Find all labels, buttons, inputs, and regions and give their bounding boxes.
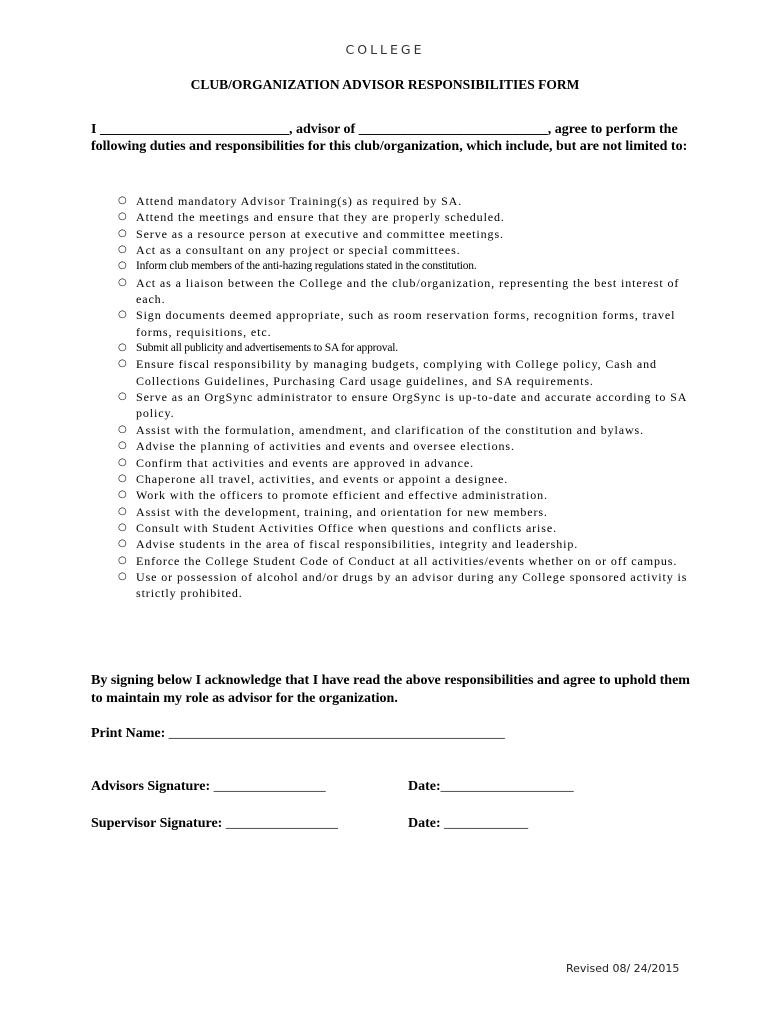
bullet-icon: ○ [118,505,128,517]
duty-text: Advise students in the area of fiscal responsibilities, integrity and leadership. [136,537,579,552]
duty-text: Serve as a resource person at executive and committee meetings. [136,226,504,241]
duty-item [118,455,698,471]
duty-item [118,504,698,520]
form-title: CLUB/ORGANIZATION ADVISOR RESPONSIBILITIES FORM [190,77,580,92]
duties-list [118,193,698,602]
revised-date: Revised 08/ 24/2015 [566,962,680,975]
duty-text: Attend the meetings and ensure that they are properly scheduled. [136,210,505,225]
duty-item [118,389,698,422]
duty-text: Act as a consultant on any project or special committees. [136,243,461,258]
print-name-line[interactable]: ________________________________________________ [165,726,505,741]
supervisor-signature-label: Supervisor Signature: [91,816,223,831]
supervisor-signature-field[interactable] [91,816,338,832]
duty-text: Serve as an OrgSync administrator to ensure OrgSync is up-to-date and accurate according to SA policy. [136,390,687,421]
duty-text: Assist with the formulation, amendment, and clarification of the constitution and bylaws. [136,422,645,437]
duty-item [118,193,698,209]
advisor-date-line[interactable]: ___________________ [440,779,574,794]
advisor-signature-label: Advisors Signature: [91,779,211,794]
duty-text: Advise the planning of activities and events and oversee elections. [136,439,515,454]
duty-item [118,520,698,536]
print-name-field[interactable] [91,726,505,742]
duty-item [118,226,698,242]
duty-text: Use or possession of alcohol and/or drugs by an advisor during any College sponsored activity is strictly prohibited. [136,569,688,601]
bullet-icon: ○ [118,456,128,468]
advisor-date-label: Date: [408,779,441,794]
duty-text: Enforce the College Student Code of Conduct at all activities/events whether on or off campus. [136,553,678,568]
duty-text: Work with the officers to promote efficient and effective administration. [136,488,548,503]
bullet-icon: ○ [118,521,128,533]
advisor-signature-line[interactable]: ________________ [210,779,326,794]
duty-item [118,536,698,552]
duty-text: Attend mandatory Advisor Training(s) as required by SA. [136,194,463,208]
duty-item [118,569,698,602]
bullet-icon: ○ [118,244,128,256]
bullet-icon: ○ [118,211,128,223]
bullet-icon: ○ [118,227,128,239]
duty-text: Confirm that activities and events are approved in advance. [136,455,474,470]
duty-text: Chaperone all travel, activities, and events or appoint a designee. [136,471,509,486]
duty-text: Consult with Student Activities Office when questions and conflicts arise. [136,520,557,535]
duty-text: Assist with the development, training, and orientation for new members. [136,504,548,519]
supervisor-date-field[interactable] [408,816,528,832]
bullet-icon: ○ [118,260,127,272]
duty-item [118,275,698,308]
duty-item [118,471,698,487]
duty-item [118,487,698,503]
duty-item [118,356,698,389]
bullet-icon: ○ [118,358,128,370]
intro-paragraph: I ___________________________, advisor of ___________________________, agree to perform the following duties and responsibilities for this club/organization, which include, but are not limited to: [91,122,688,154]
duty-item [118,209,698,225]
duty-text: Submit all publicity and advertisements to SA for approval. [136,342,398,355]
advisor-date-field[interactable] [408,779,574,795]
bullet-icon: ○ [118,391,128,403]
duty-text: Sign documents deemed appropriate, such as room reservation forms, recognition forms, travel forms, requisitions, etc. [136,308,676,339]
advisor-signature-field[interactable] [91,779,326,795]
bullet-icon: ○ [118,554,128,566]
print-name-label: Print Name: [91,726,166,741]
bullet-icon: ○ [118,472,128,484]
bullet-icon: ○ [118,538,128,550]
acknowledgement-paragraph: By signing below I acknowledge that I have read the above responsibilities and agree to uphold them to maintain my role as advisor for the organization. [91,673,690,706]
duty-text: Act as a liaison between the College and the club/organization, representing the best interest of each. [136,275,680,307]
bullet-icon: ○ [118,489,128,501]
duty-item [118,307,698,340]
duty-text: Ensure fiscal responsibility by managing budgets, complying with College policy, Cash and Collections Guidelines, Purchasing Card usage guidelines, and SA requirements. [136,357,657,388]
bullet-icon: ○ [118,276,128,288]
supervisor-date-label: Date: [408,816,441,831]
bullet-icon: ○ [118,342,127,354]
duty-item [118,553,698,569]
duty-item [118,258,698,274]
college-header: COLLEGE [345,42,425,57]
duty-item [118,340,698,356]
bullet-icon: ○ [118,423,128,435]
bullet-icon: ○ [118,195,128,206]
supervisor-signature-line[interactable]: ________________ [222,816,338,831]
supervisor-date-line[interactable]: ____________ [440,816,529,831]
bullet-icon: ○ [118,309,128,321]
duty-text: Inform club members of the anti-hazing regulations stated in the constitution. [136,260,477,273]
bullet-icon: ○ [118,440,128,452]
duty-item [118,438,698,454]
duty-item [118,422,698,438]
duty-item [118,242,698,258]
bullet-icon: ○ [118,570,128,582]
